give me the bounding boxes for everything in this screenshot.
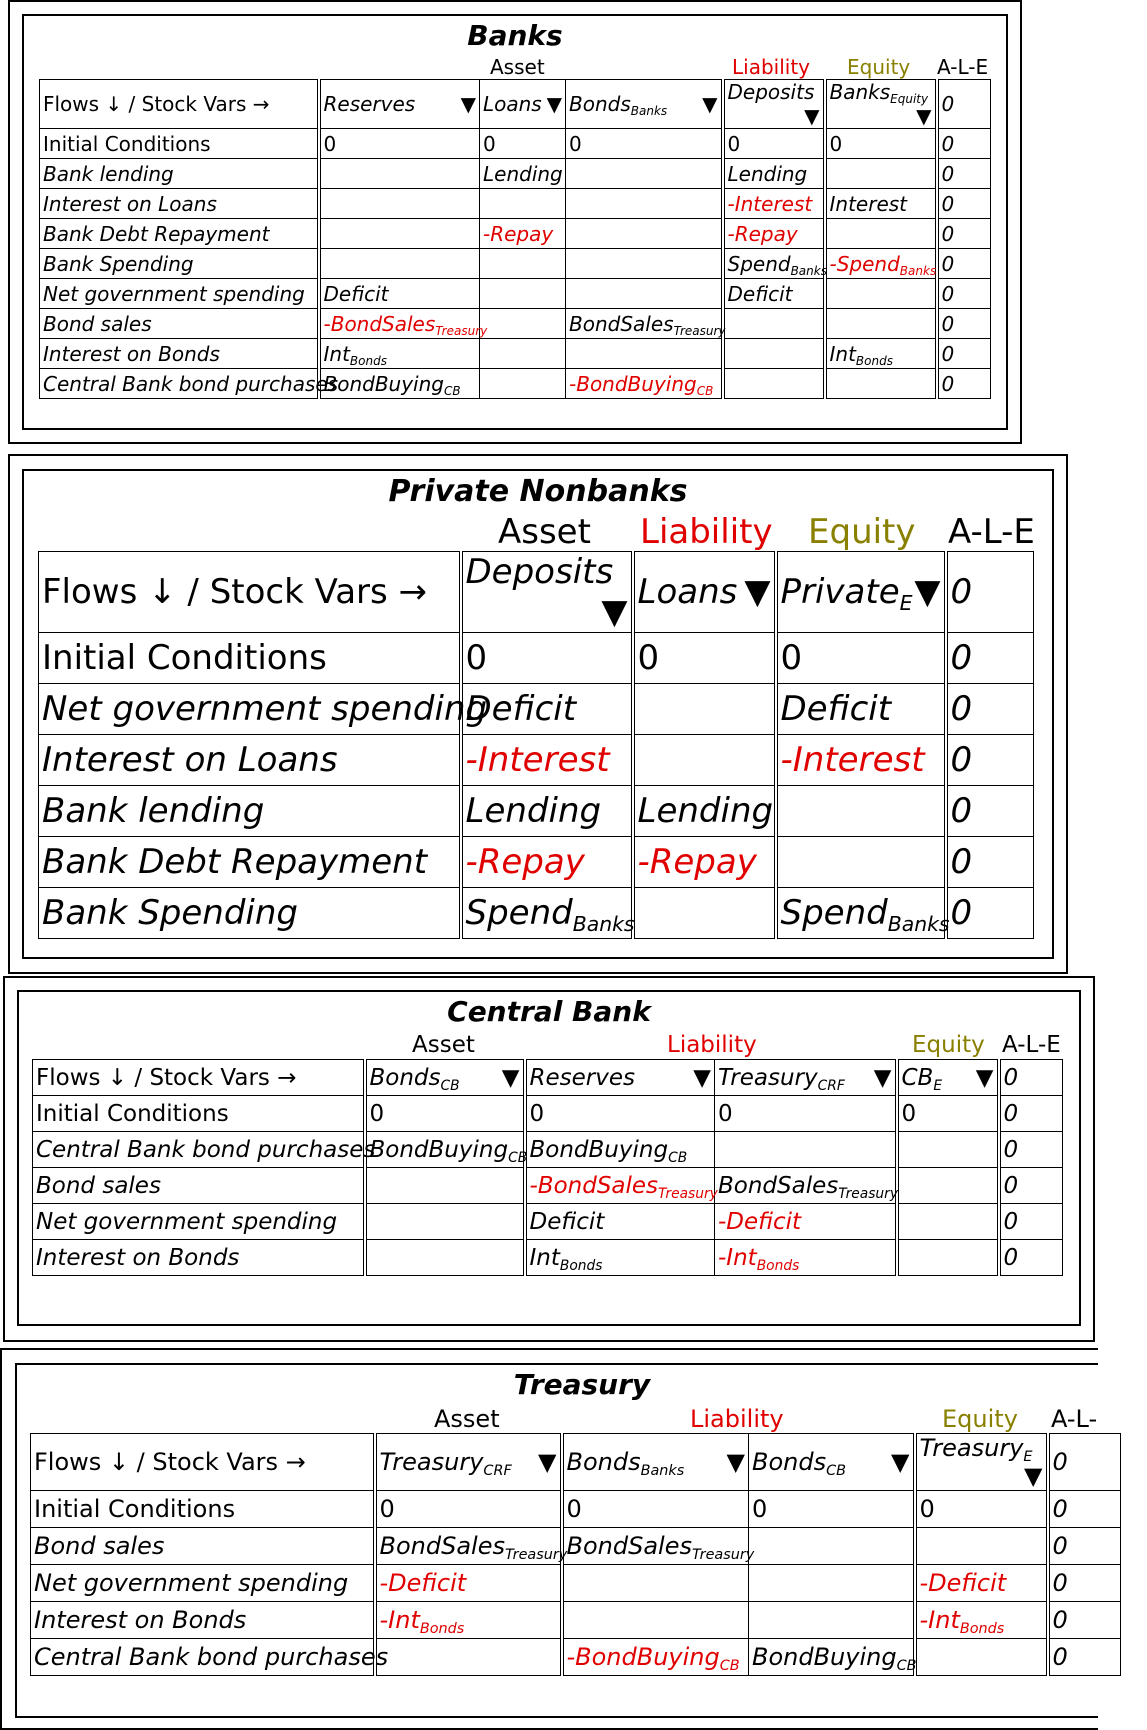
cell[interactable] [480,309,566,339]
cb-title: Central Bank [447,995,651,1028]
treasury-asset-header: Asset [434,1405,500,1433]
table-row [39,684,1034,735]
row-label: Initial Conditions [33,1096,365,1132]
table-row [33,1168,1063,1204]
col-header-ale: 0 [1048,1434,1121,1491]
cell[interactable] [825,279,937,309]
col-header-deposits[interactable]: Deposits ▼ [461,552,633,633]
cell[interactable]: -Repay [723,219,825,249]
row-label: Net government spending [33,1204,365,1240]
cell[interactable]: 0 [749,1491,915,1528]
row-label: Bank Debt Repayment [40,219,319,249]
cell[interactable] [566,249,723,279]
subscript: Treasury [658,1185,718,1202]
table-row [39,633,1034,684]
cell[interactable]: -Int$_{Bonds}$ [915,1602,1048,1639]
cell-ale: 0 [999,1168,1063,1204]
private-asset-header: Asset [498,512,591,552]
treasury-title: Treasury [513,1368,651,1401]
table-row [31,1565,1121,1602]
cell[interactable]: Lending [633,786,776,837]
cell[interactable] [562,1565,749,1602]
cell[interactable] [319,159,480,189]
subscript: E [933,1077,943,1094]
dropdown-arrow-icon[interactable]: ▼ [975,1064,994,1091]
row-label: Interest on Loans [39,735,461,786]
row-label: Bank lending [39,786,461,837]
flows-header: Flows ↓ / Stock Vars → [33,1060,365,1096]
table-row [33,1240,1063,1276]
subscript: CRF [483,1463,512,1480]
cell-ale: 0 [937,339,991,369]
row-label: Bond sales [33,1168,365,1204]
cell[interactable] [776,786,946,837]
col-header-reserves[interactable]: Reserves ▼ [319,80,480,129]
cell[interactable] [749,1565,915,1602]
subscript: CRF [817,1077,845,1094]
cell[interactable]: Int$_{Bonds}$ [525,1240,715,1276]
cell-ale: 0 [946,735,1034,786]
cb-table [32,1059,1063,1276]
cell[interactable]: -Int$_{Bonds}$ [715,1240,897,1276]
subscript: Treasury [504,1547,568,1564]
subscript: Banks [640,1463,685,1480]
col-header-reserves[interactable]: Reserves ▼ [525,1060,715,1096]
col-header-loans[interactable]: Loans ▼ [633,552,776,633]
cell[interactable] [633,684,776,735]
cell[interactable] [566,189,723,219]
dropdown-arrow-icon[interactable]: ▼ [538,1448,557,1476]
table-row [39,735,1034,786]
cell[interactable]: Deficit [319,279,480,309]
cell[interactable]: Spend$_{Banks}$ [723,249,825,279]
cell-ale: 0 [937,159,991,189]
cell[interactable]: 0 [566,129,723,159]
cell[interactable] [749,1528,915,1565]
cell[interactable]: -Int$_{Bonds}$ [375,1602,562,1639]
cb-ale-header: A-L-E [1002,1032,1061,1058]
cell[interactable]: BondBuying$_{CB}$ [319,369,480,399]
subscript: CB [444,383,461,398]
treasury-ale-header: A-L- [1051,1405,1098,1433]
banks-header-row [40,80,991,129]
cell[interactable] [566,159,723,189]
cell-ale: 0 [1048,1602,1121,1639]
col-header-treasury-crf[interactable]: Treasury$_{CRF}$ ▼ [375,1434,562,1491]
row-label: Interest on Loans [40,189,319,219]
subscript: Treasury [673,323,726,338]
table-row [40,339,991,369]
dropdown-arrow-icon[interactable]: ▼ [546,92,562,116]
table-row [39,786,1034,837]
cell[interactable] [897,1168,999,1204]
cell[interactable] [480,339,566,369]
table-row [31,1491,1121,1528]
col-header-treasury-crf[interactable]: Treasury$_{CRF}$ ▼ [715,1060,897,1096]
cell[interactable] [776,837,946,888]
flows-header: Flows ↓ / Stock Vars → [39,552,461,633]
cell[interactable] [723,309,825,339]
subscript: Bonds [959,1621,1005,1638]
table-row [40,129,991,159]
banks-title: Banks [467,19,563,52]
table-row [40,369,991,399]
cell[interactable]: -BondSales$_{Treasury}$ [525,1168,715,1204]
dropdown-arrow-icon[interactable]: ▼ [601,592,628,632]
row-label: Central Bank bond purchases [40,369,319,399]
cell[interactable] [633,735,776,786]
subscript: CB [508,1149,528,1166]
subscript: Bonds [855,353,893,368]
dropdown-arrow-icon[interactable]: ▼ [916,104,932,128]
cell[interactable]: 0 [319,129,480,159]
cell[interactable]: -Interest [776,735,946,786]
cell[interactable]: 0 [461,633,633,684]
cell[interactable] [915,1528,1048,1565]
cell[interactable]: 0 [723,129,825,159]
private-liability-header: Liability [640,512,773,552]
col-header-ale: 0 [937,80,991,129]
subscript: Treasury [435,323,488,338]
table-row [33,1096,1063,1132]
cell[interactable]: BondSales$_{Treasury}$ [566,309,723,339]
cell-ale: 0 [999,1240,1063,1276]
subscript: Banks [572,912,635,937]
cell[interactable] [365,1204,525,1240]
row-label: Interest on Bonds [31,1602,375,1639]
subscript: CB [719,1658,740,1675]
table-row [40,219,991,249]
cell[interactable]: 0 [480,129,566,159]
cell[interactable]: -Repay [480,219,566,249]
col-header-loans[interactable]: Loans ▼ [480,80,566,129]
cell[interactable] [480,279,566,309]
cell[interactable]: 0 [915,1491,1048,1528]
dropdown-arrow-icon[interactable]: ▼ [891,1448,910,1476]
cell-ale: 0 [1048,1639,1121,1676]
table-row [31,1602,1121,1639]
cell[interactable]: 0 [562,1491,749,1528]
cell-ale: 0 [937,309,991,339]
banks-table [39,79,991,399]
col-header-banks-equity[interactable]: Banks$_{Equity}$ ▼ [825,80,937,129]
cell[interactable] [723,369,825,399]
subscript: E [899,591,913,616]
row-label: Net government spending [39,684,461,735]
cell[interactable] [825,369,937,399]
col-header-ale: 0 [999,1060,1063,1096]
cell[interactable] [897,1132,999,1168]
flows-header: Flows ↓ / Stock Vars → [40,80,319,129]
cell-ale: 0 [1048,1528,1121,1565]
row-label: Bank Debt Repayment [39,837,461,888]
cell[interactable]: -Deficit [715,1204,897,1240]
subscript: Banks [790,263,827,278]
cell[interactable] [825,309,937,339]
cell[interactable]: BondBuying$_{CB}$ [525,1132,715,1168]
cell[interactable]: Int$_{Bonds}$ [825,339,937,369]
subscript: Treasury [838,1185,898,1202]
cell[interactable]: Spend$_{Banks}$ [461,888,633,939]
cell-ale: 0 [999,1096,1063,1132]
cell[interactable] [319,189,480,219]
table-row [31,1639,1121,1676]
cell[interactable] [562,1602,749,1639]
subscript: E [1023,1449,1033,1466]
dropdown-arrow-icon[interactable]: ▼ [744,572,771,612]
cell[interactable]: Deficit [723,279,825,309]
cell[interactable] [566,339,723,369]
cell-ale: 0 [937,369,991,399]
cell[interactable]: 0 [825,129,937,159]
col-header-bonds-cb[interactable]: Bonds$_{CB}$ ▼ [365,1060,525,1096]
treasury-liability-header: Liability [690,1405,784,1433]
row-label: Interest on Bonds [40,339,319,369]
row-label: Net government spending [31,1565,375,1602]
subscript: Bonds [756,1257,800,1274]
row-label: Bank Spending [40,249,319,279]
cell[interactable]: Lending [480,159,566,189]
table-row [40,189,991,219]
cell[interactable]: -Deficit [915,1565,1048,1602]
cell[interactable] [566,279,723,309]
cell[interactable] [480,189,566,219]
cell-ale: 0 [937,279,991,309]
cell[interactable]: -BondBuying$_{CB}$ [562,1639,749,1676]
subscript: Bonds [559,1257,603,1274]
cell[interactable] [365,1240,525,1276]
cell[interactable]: 0 [897,1096,999,1132]
cell[interactable]: Int$_{Bonds}$ [319,339,480,369]
subscript: Banks [630,104,668,119]
banks-asset-header: Asset [490,55,545,79]
cell[interactable]: BondBuying$_{CB}$ [365,1132,525,1168]
cell-ale: 0 [1048,1491,1121,1528]
table-row [39,888,1034,939]
cell[interactable]: -Deficit [375,1565,562,1602]
cell[interactable]: BondSales$_{Treasury}$ [375,1528,562,1565]
private-table [38,551,1034,939]
cell[interactable] [375,1639,562,1676]
cell-ale: 0 [946,837,1034,888]
cell[interactable]: Deficit [461,684,633,735]
subscript: Equity [890,92,929,107]
private-equity-header: Equity [808,512,916,552]
dropdown-arrow-icon[interactable]: ▼ [501,1064,520,1091]
subscript: CB [668,1149,688,1166]
cell[interactable] [715,1132,897,1168]
col-header-treasury-equity[interactable]: Treasury$_E$ ▼ [915,1434,1048,1491]
cell[interactable]: Interest [825,189,937,219]
cell[interactable] [480,369,566,399]
row-label: Initial Conditions [39,633,461,684]
col-header-deposits[interactable]: Deposits ▼ [723,80,825,129]
cb-liability-header: Liability [667,1032,757,1058]
subscript: Banks [887,912,950,937]
cell-ale: 0 [946,786,1034,837]
cell[interactable]: -Repay [461,837,633,888]
cell[interactable]: 0 [365,1096,525,1132]
table-row [40,309,991,339]
subscript: CB [896,1658,917,1675]
cell[interactable]: 0 [715,1096,897,1132]
banks-equity-header: Equity [847,55,911,79]
col-header-private-equity[interactable]: Private$_E$ ▼ [776,552,946,633]
treasury-table [30,1433,1121,1676]
cell[interactable] [633,888,776,939]
cell[interactable]: BondSales$_{Treasury}$ [715,1168,897,1204]
dropdown-arrow-icon[interactable]: ▼ [804,104,820,128]
cell[interactable] [897,1204,999,1240]
table-row [40,159,991,189]
table-row [39,837,1034,888]
row-label: Initial Conditions [31,1491,375,1528]
cell-ale: 0 [1048,1565,1121,1602]
row-label: Central Bank bond purchases [33,1132,365,1168]
table-row [40,249,991,279]
cell[interactable]: 0 [525,1096,715,1132]
row-label: Net government spending [40,279,319,309]
private-header-row [39,552,1034,633]
subscript: Banks [899,263,937,278]
cell[interactable]: -BondBuying$_{CB}$ [566,369,723,399]
cell[interactable] [319,249,480,279]
cell[interactable]: Lending [723,159,825,189]
cell[interactable]: -Repay [633,837,776,888]
table-row [33,1132,1063,1168]
cell[interactable] [825,219,937,249]
cell[interactable]: -Interest [723,189,825,219]
treasury-header-row [31,1434,1121,1491]
private-title: Private Nonbanks [388,474,688,509]
cell[interactable] [365,1168,525,1204]
cell[interactable] [319,219,480,249]
dropdown-arrow-icon[interactable]: ▼ [1024,1462,1043,1490]
cell-ale: 0 [937,129,991,159]
cell[interactable]: -BondSales$_{Treasury}$ [319,309,480,339]
table-row [31,1528,1121,1565]
subscript: CB [440,1077,460,1094]
row-label: Initial Conditions [40,129,319,159]
table-row [40,279,991,309]
dropdown-arrow-icon[interactable]: ▼ [702,92,718,116]
cell[interactable]: Spend$_{Banks}$ [776,888,946,939]
subscript: CB [826,1463,847,1480]
subscript: Treasury [691,1547,755,1564]
subscript: Bonds [349,353,387,368]
cell[interactable]: 0 [776,633,946,684]
cell-ale: 0 [937,219,991,249]
private-ale-header: A-L-E [948,512,1035,552]
dropdown-arrow-icon[interactable]: ▼ [460,92,476,116]
cell-ale: 0 [937,249,991,279]
cell[interactable] [480,249,566,279]
cell[interactable]: 0 [633,633,776,684]
cell[interactable] [749,1602,915,1639]
col-header-cb-equity[interactable]: $CB_E$ ▼ [897,1060,999,1096]
cell[interactable]: Deficit [525,1204,715,1240]
cell[interactable]: -Interest [461,735,633,786]
treasury-equity-header: Equity [942,1405,1018,1433]
flows-header: Flows ↓ / Stock Vars → [31,1434,375,1491]
cell[interactable]: 0 [375,1491,562,1528]
subscript: Bonds [419,1621,465,1638]
cell[interactable] [566,219,723,249]
cell-ale: 0 [946,633,1034,684]
col-header-bonds-banks[interactable]: Bonds$_{Banks}$ ▼ [566,80,723,129]
row-label: Bank Spending [39,888,461,939]
subscript: CB [696,383,714,398]
banks-liability-header: Liability [732,55,810,79]
row-label: Interest on Bonds [33,1240,365,1276]
col-header-bonds-banks[interactable]: Bonds$_{Banks}$ ▼ [562,1434,749,1491]
cell-ale: 0 [937,189,991,219]
row-label: Bank lending [40,159,319,189]
cell[interactable]: BondSales$_{Treasury}$ [562,1528,749,1565]
dropdown-arrow-icon[interactable]: ▼ [726,1448,745,1476]
row-label: Bond sales [40,309,319,339]
cell[interactable]: Lending [461,786,633,837]
cell[interactable] [723,339,825,369]
banks-ale-header: A-L-E [937,55,989,79]
cb-equity-header: Equity [912,1032,985,1058]
cell[interactable] [825,159,937,189]
dropdown-arrow-icon[interactable]: ▼ [914,572,941,612]
cell[interactable]: Deficit [776,684,946,735]
cell-ale: 0 [946,684,1034,735]
cell[interactable] [915,1639,1048,1676]
dropdown-arrow-icon[interactable]: ▼ [873,1064,892,1091]
cell-ale: 0 [946,888,1034,939]
col-header-bonds-cb[interactable]: Bonds$_{CB}$ ▼ [749,1434,915,1491]
cb-header-row [33,1060,1063,1096]
row-label: Central Bank bond purchases [31,1639,375,1676]
cell[interactable] [897,1240,999,1276]
row-label: Bond sales [31,1528,375,1565]
table-row [33,1204,1063,1240]
dropdown-arrow-icon[interactable]: ▼ [693,1064,711,1091]
cell[interactable]: BondBuying$_{CB}$ [749,1639,915,1676]
col-header-ale: 0 [946,552,1034,633]
cell-ale: 0 [999,1132,1063,1168]
cb-asset-header: Asset [412,1032,475,1058]
cell[interactable]: -Spend$_{Banks}$ [825,249,937,279]
cell-ale: 0 [999,1204,1063,1240]
